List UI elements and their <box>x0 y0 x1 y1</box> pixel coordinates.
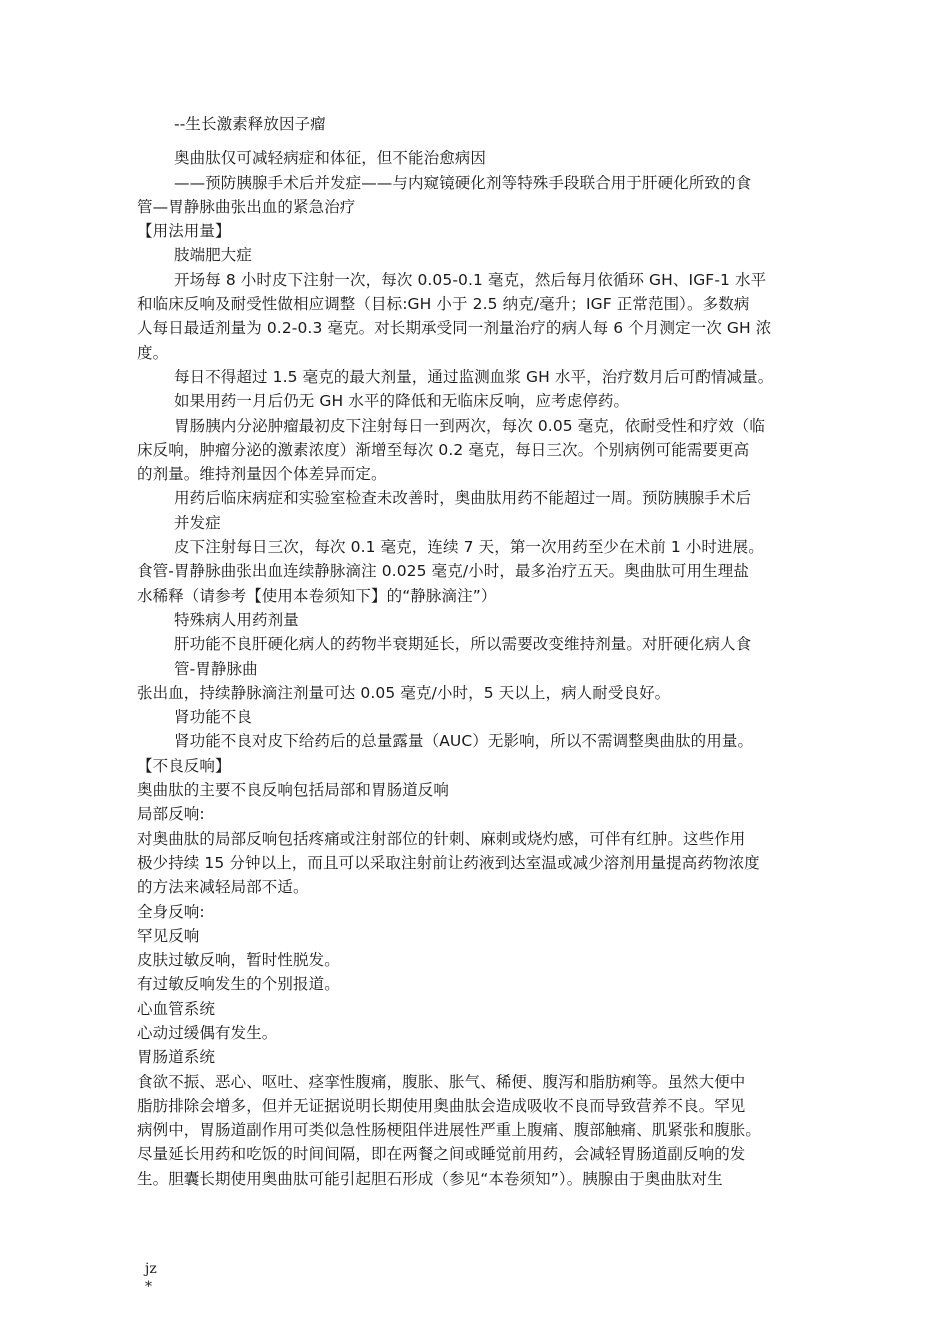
text-line: 皮肤过敏反响，暂时性脱发。 <box>137 951 340 970</box>
text-line: 胃肠道系统 <box>137 1048 216 1067</box>
text-line: 度。 <box>137 343 169 362</box>
text-line: 局部反响: <box>137 805 205 824</box>
page-footer <box>145 1260 157 1296</box>
text-line: --生长激素释放因子瘤 <box>174 115 326 133</box>
text-line: 如果用药一月后仍无 GH 水平的降低和无临床反响，应考虑停药。 <box>174 392 630 411</box>
text-line: 生。胆囊长期使用奥曲肽可能引起胆石形成（参见“本卷须知”）。胰腺由于奥曲肽对生 <box>137 1169 723 1188</box>
text-line: 皮下注射每日三次，每次 0.1 毫克，连续 7 天，第一次用药至少在术前 1 小时进展。 <box>174 538 764 557</box>
document-body <box>137 112 827 1191</box>
text-line: 用药后临床病症和实验室检查未改善时，奥曲肽用药不能超过一周。预防胰腺手术后 <box>174 489 752 508</box>
text-line: 有过敏反响发生的个别报道。 <box>137 975 340 994</box>
text-line: 心血管系统 <box>137 999 216 1018</box>
text-line: 脂肪排除会增多，但并无证据说明长期使用奥曲肽会造成吸收不良而导致营养不良。罕见 <box>137 1096 746 1115</box>
text-line: 食欲不振、恶心、呕吐、痉挛性腹痛，腹胀、胀气、稀便、腹泻和脂肪痢等。虽然大便中 <box>137 1072 746 1091</box>
text-line: 对奥曲肽的局部反响包括疼痛或注射部位的针刺、麻刺或烧灼感，可伴有红肿。这些作用 <box>137 829 746 848</box>
text-line: 心动过缓偶有发生。 <box>137 1023 278 1042</box>
text-line: 尽量延长用药和吃饭的时间间隔，即在两餐之间或睡觉前用药，会减轻胃肠道副反响的发 <box>137 1145 746 1164</box>
text-line: 人每日最适剂量为 0.2-0.3 毫克。对长期承受同一剂量治疗的病人每 6 个月测定一次 GH 浓 <box>137 319 772 338</box>
footer-asterisk: * <box>145 1279 152 1295</box>
text-line: 每日不得超过 1.5 毫克的最大剂量，通过监测血浆 GH 水平，治疗数月后可酌情减量。 <box>174 367 774 386</box>
footer-mark: jz <box>145 1261 157 1277</box>
text-line: 食管-胃静脉曲张出血连续静脉滴注 0.025 毫克/小时，最多治疗五天。奥曲肽可用生理盐 <box>137 562 749 581</box>
text-line: 张出血，持续静脉滴注剂量可达 0.05 毫克/小时，5 天以上，病人耐受良好。 <box>137 683 671 702</box>
text-line: 肝功能不良肝硬化病人的药物半衰期延长，所以需要改变维持剂量。对肝硬化病人食 <box>174 635 752 654</box>
text-line: 开场每 8 小时皮下注射一次，每次 0.05-0.1 毫克，然后每月依循环 GH、IGF-1 水平 <box>174 270 767 289</box>
text-line: 并发症 <box>174 513 221 532</box>
text-line: 和临床反响及耐受性做相应调整（目标:GH 小于 2.5 纳克/毫升；IGF 正常范围）。多数病 <box>137 295 750 314</box>
text-line: 床反响，肿瘤分泌的激素浓度）渐增至每次 0.2 毫克，每日三次。个别病例可能需要更高 <box>137 440 750 459</box>
text-line: 水稀释（请参考【使用本卷须知下】的“静脉滴注”） <box>137 586 497 605</box>
text-line: 全身反响: <box>137 902 205 921</box>
text-line: 罕见反响 <box>137 926 200 945</box>
text-line: 【不良反响】 <box>137 756 231 775</box>
text-line: 奥曲肽的主要不良反响包括局部和胃肠道反响 <box>137 781 450 800</box>
text-line: 管-胃静脉曲 <box>174 659 258 678</box>
text-line: 的方法来减轻局部不适。 <box>137 878 309 897</box>
text-line: 管—胃静脉曲张出血的紧急治疗 <box>137 197 356 216</box>
text-line: 的剂量。维持剂量因个体差异而定。 <box>137 465 387 484</box>
text-line: 肾功能不良对皮下给药后的总量露量（AUC）无影响，所以不需调整奥曲肽的用量。 <box>174 732 754 751</box>
text-line: 极少持续 15 分钟以上，而且可以采取注射前让药液到达室温或减少溶剂用量提高药物浓度 <box>137 853 760 872</box>
text-line: 奥曲肽仅可减轻病症和体征，但不能治愈病因 <box>174 149 487 168</box>
text-line: 肾功能不良 <box>174 708 253 727</box>
text-line: 胃肠胰内分泌肿瘤最初皮下注射每日一到两次，每次 0.05 毫克，依耐受性和疗效（临 <box>174 416 765 435</box>
paragraph-gap <box>137 136 827 146</box>
text-line: 肢端肥大症 <box>174 246 253 265</box>
text-line: 【用法用量】 <box>137 222 231 241</box>
text-line: 病例中，胃肠道副作用可类似急性肠梗阻伴进展性严重上腹痛、腹部触痛、肌紧张和腹胀。 <box>137 1121 762 1140</box>
text-line: 特殊病人用药剂量 <box>174 610 299 629</box>
text-line: ——预防胰腺手术后并发症——与内窥镜硬化剂等特殊手段联合用于肝硬化所致的食 <box>174 173 752 192</box>
